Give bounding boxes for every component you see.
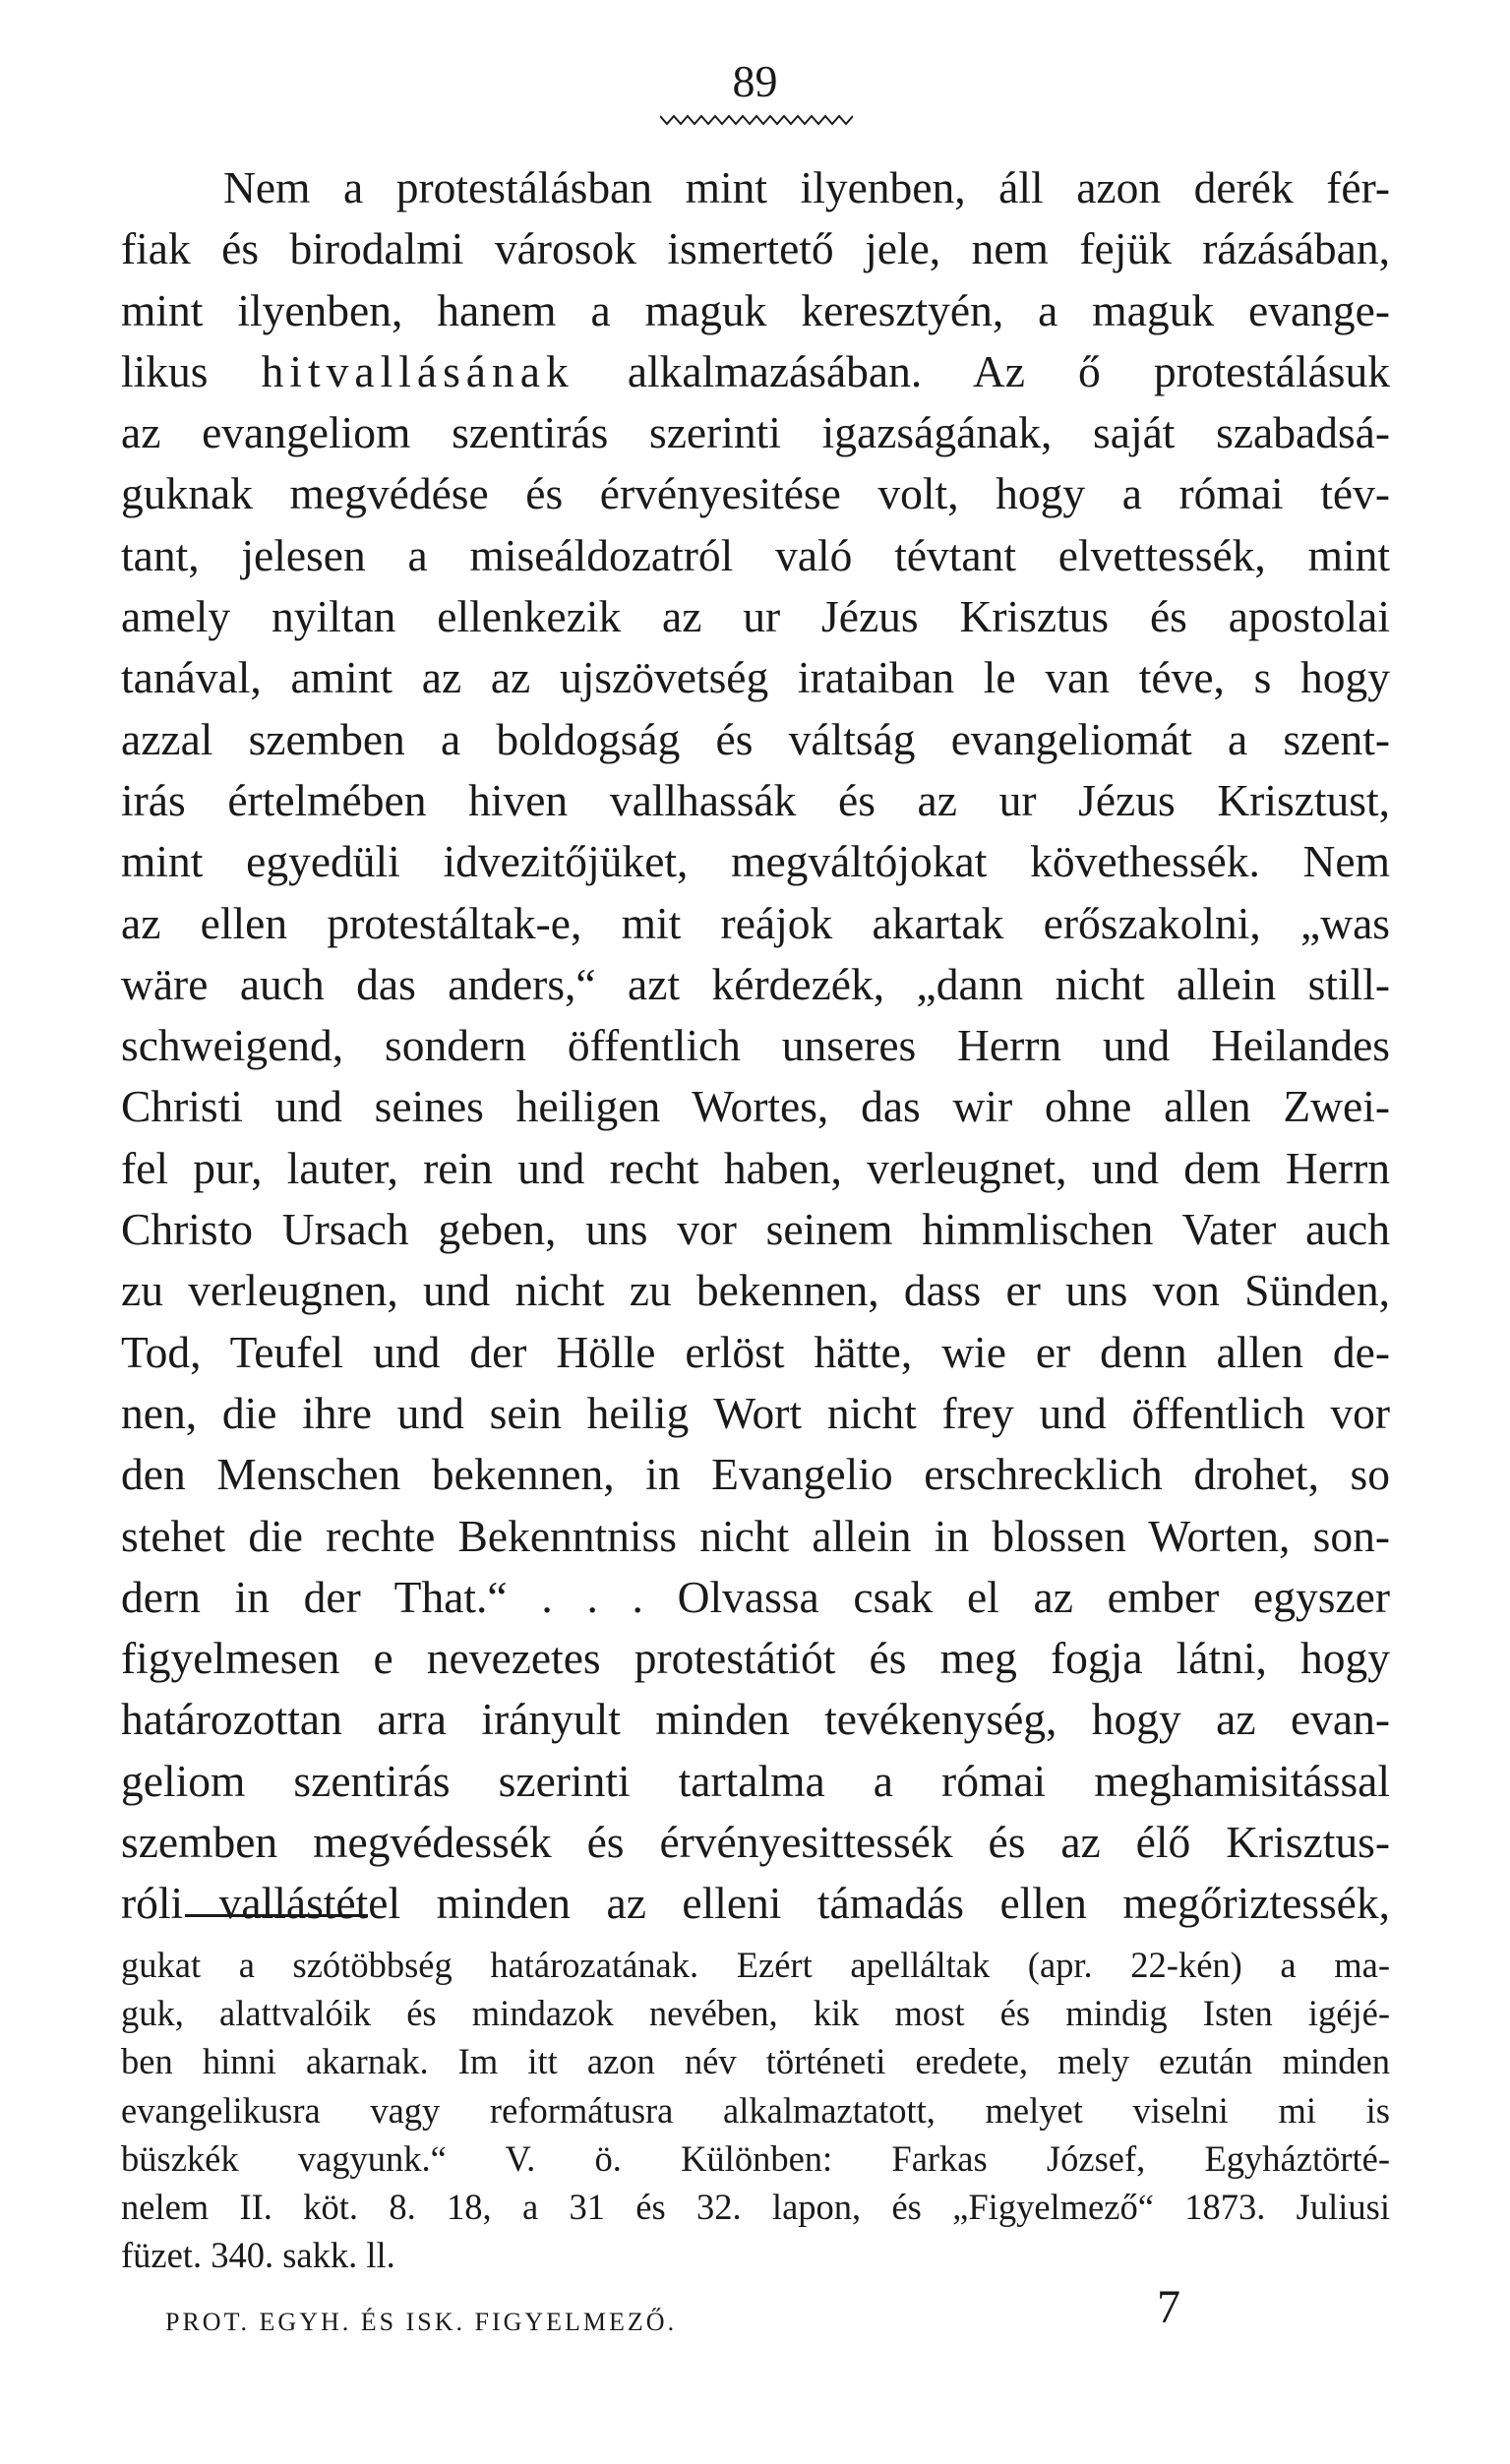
main-paragraph — [121, 157, 1390, 1935]
text-line: figyelmesen e nevezetes protestátiót és meg fogja látni, hogy — [121, 1633, 1390, 1684]
footnote-divider — [185, 1914, 368, 1917]
footnote-line: nelem II. köt. 8. 18, a 31 és 32. lapon, és „Figyelmező“ 1873. Juliusi — [121, 2186, 1390, 2227]
text-line: geliom szentirás szerinti tartalma a római meghamisitással — [121, 1755, 1390, 1806]
text-line: irás értelmében hiven vallhassák és az ur Jézus Krisztust, — [121, 774, 1390, 825]
text-line: stehet die rechte Bekenntniss nicht allein in blossen Worten, son- — [121, 1510, 1390, 1561]
text-line: guknak megvédése és érvényesitése volt, hogy a római tév- — [121, 468, 1390, 519]
text-line: fel pur, lauter, rein und recht haben, verleugnet, und dem Herrn — [121, 1142, 1390, 1193]
text-line: den Menschen bekennen, in Evangelio erschrecklich drohet, so — [121, 1449, 1390, 1500]
footnote-line: füzet. 340. sakk. ll. — [121, 2235, 395, 2276]
text-line: tanával, amint az az ujszövetség irataiban le van téve, s hogy — [121, 652, 1390, 703]
text-line: mint egyedüli idvezitőjüket, megváltójokat követhessék. Nem — [121, 836, 1390, 887]
text-line: Christi und seines heiligen Wortes, das wir ohne allen Zwei- — [121, 1081, 1390, 1132]
text-line — [121, 341, 1390, 402]
running-footer: PROT. EGYH. ÉS ISK. FIGYELMEZŐ. — [165, 2308, 678, 2336]
footnote-line: ben hinni akarnak. Im itt azon név történeti eredete, mely ezután minden — [121, 2041, 1390, 2082]
text-line: dern in der That.“ . . . Olvassa csak el az ember egyszer — [121, 1571, 1390, 1622]
text-line: nen, die ihre und sein heilig Wort nicht frey und öffentlich vor — [121, 1387, 1390, 1438]
text-line: mint ilyenben, hanem a maguk keresztyén, a maguk evange- — [121, 284, 1390, 335]
text-line: fiak és birodalmi városok ismertető jele, nem fejük rázásában, — [121, 223, 1390, 274]
text-line: tant, jelesen a miseáldozatról való tévtant elvettessék, mint — [121, 529, 1390, 580]
page-number: 89 — [732, 56, 778, 106]
text-line: Christo Ursach geben, uns vor seinem himmlischen Vater auch — [121, 1204, 1390, 1255]
text-line: róli vallástétel minden az elleni támadás ellen megőriztessék, — [121, 1878, 1390, 1929]
footnote-line: büszkék vagyunk.“ V. ö. Különben: Farkas József, Egyháztörté- — [121, 2137, 1390, 2179]
text-line: határozottan arra irányult minden tevékenység, hogy az evan- — [121, 1694, 1390, 1745]
text-line: schweigend, sondern öffentlich unseres Herrn und Heilandes — [121, 1020, 1390, 1071]
text-line: amely nyiltan ellenkezik az ur Jézus Krisztus és apostolai — [121, 591, 1390, 642]
text-line: azzal szemben a boldogság és váltság evangeliomát a szent- — [121, 713, 1390, 764]
text-fragment: likus — [121, 345, 209, 396]
text-line: az evangeliom szentirás szerinti igazságának, saját szabadsá- — [121, 407, 1390, 458]
text-fragment: alkalmazásában. Az ő protestálásuk — [627, 345, 1390, 396]
emphasized-word: hitvallásának — [261, 345, 574, 396]
footnote-line: guk, alattvalóik és mindazok nevében, kik most és mindig Isten igéjé- — [121, 1993, 1390, 2034]
footnote-line: evangelikusra vagy reformátusra alkalmaztatott, melyet viselni mi is — [121, 2089, 1390, 2131]
footnote-line: gukat a szótöbbség határozatának. Ezért apelláltak (apr. 22-kén) a ma- — [121, 1945, 1390, 1985]
text-line: Tod, Teufel und der Hölle erlöst hätte, wie er denn allen de- — [121, 1326, 1390, 1377]
footnote-block — [121, 1941, 1390, 2279]
text-line: zu verleugnen, und nicht zu bekennen, dass er uns von Sünden, — [121, 1265, 1390, 1316]
text-line: az ellen protestáltak-e, mit reájok akartak erőszakolni, „was — [121, 897, 1390, 948]
text-line: szemben megvédessék és érvényesittessék és az élő Krisztus- — [121, 1817, 1390, 1868]
text-line: Nem a protestálásban mint ilyenben, áll azon derék fér- — [223, 162, 1390, 212]
text-line: wäre auch das anders,“ azt kérdezék, „dann nicht allein still- — [121, 958, 1390, 1009]
signature-mark: 7 — [1157, 2281, 1180, 2333]
ornament-rule — [660, 112, 853, 126]
